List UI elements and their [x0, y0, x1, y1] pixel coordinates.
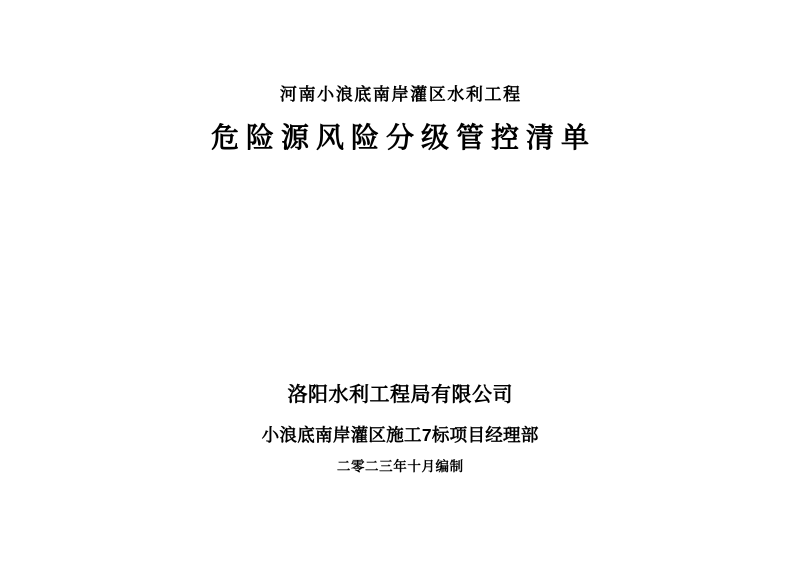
date-compiled-text: 二零二三年十月编制 [336, 459, 464, 474]
company-name-text: 洛阳水利工程局有限公司 [287, 384, 513, 406]
document-title: 危险源风险分级管控清单 [210, 123, 596, 154]
project-name-text: 河南小浪底南岸灌区水利工程 [279, 85, 522, 104]
department-name-text: 小浪底南岸灌区施工7标项目经理部 [261, 425, 539, 445]
